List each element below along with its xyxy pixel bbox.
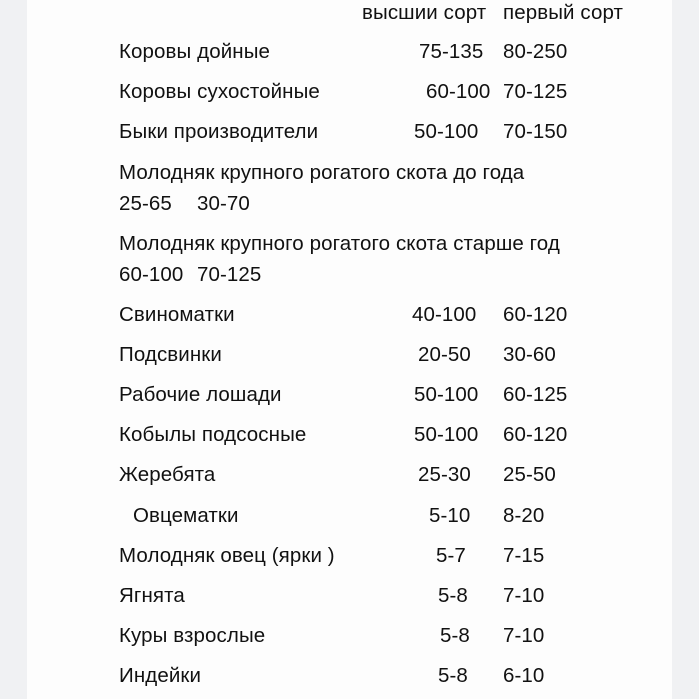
row-value-first: 6-10	[503, 664, 545, 687]
row-label: Молодняк овец (ярки )	[119, 544, 335, 567]
row-value-premium: 25-30	[418, 463, 471, 486]
row-value-premium: 5-10	[429, 504, 471, 527]
row-value-premium: 5-8	[438, 584, 468, 607]
row-value-premium: 60-100	[426, 80, 491, 103]
row-value-first: 70-125	[503, 80, 568, 103]
row-value-premium: 50-100	[414, 423, 479, 446]
row-label: Молодняк крупного рогатого скота до года	[119, 161, 525, 184]
row-label: Рабочие лошади	[119, 383, 282, 406]
row-value-first: 60-120	[503, 303, 568, 326]
row-value-first: 80-250	[503, 40, 568, 63]
row-label: Индейки	[119, 664, 201, 687]
row-value-first: 7-15	[503, 544, 545, 567]
row-value-premium: 25-65	[119, 192, 172, 215]
column-header-first-grade: первый сорт	[503, 1, 623, 24]
row-label: Куры взрослые	[119, 624, 266, 647]
row-value-first: 25-50	[503, 463, 556, 486]
row-label: Жеребята	[119, 463, 216, 486]
row-value-premium: 50-100	[414, 120, 479, 143]
row-value-first: 7-10	[503, 584, 545, 607]
row-value-premium: 60-100	[119, 263, 184, 286]
row-label: Коровы дойные	[119, 40, 271, 63]
row-value-first: 30-60	[503, 343, 556, 366]
row-value-premium: 5-8	[438, 664, 468, 687]
row-value-first: 8-20	[503, 504, 545, 527]
row-label: Ягнята	[119, 584, 185, 607]
row-value-first: 60-125	[503, 383, 568, 406]
row-value-first: 70-150	[503, 120, 568, 143]
column-header-premium-grade: высшии сорт	[362, 1, 487, 24]
row-value-first: 30-70	[197, 192, 250, 215]
row-value-first: 60-120	[503, 423, 568, 446]
row-label: Свиноматки	[119, 303, 235, 326]
row-value-premium: 5-7	[436, 544, 466, 567]
row-value-first: 7-10	[503, 624, 545, 647]
row-value-first: 70-125	[197, 263, 262, 286]
row-value-premium: 5-8	[440, 624, 470, 647]
row-label: Коровы сухостойные	[119, 80, 320, 103]
row-value-premium: 20-50	[418, 343, 471, 366]
row-label: Молодняк крупного рогатого скота старше год	[119, 232, 560, 255]
row-value-premium: 75-135	[419, 40, 484, 63]
row-label: Подсвинки	[119, 343, 222, 366]
row-value-premium: 40-100	[412, 303, 477, 326]
row-label: Овцематки	[133, 504, 239, 527]
row-value-premium: 50-100	[414, 383, 479, 406]
row-label: Кобылы подсосные	[119, 423, 307, 446]
row-label: Быки производители	[119, 120, 319, 143]
